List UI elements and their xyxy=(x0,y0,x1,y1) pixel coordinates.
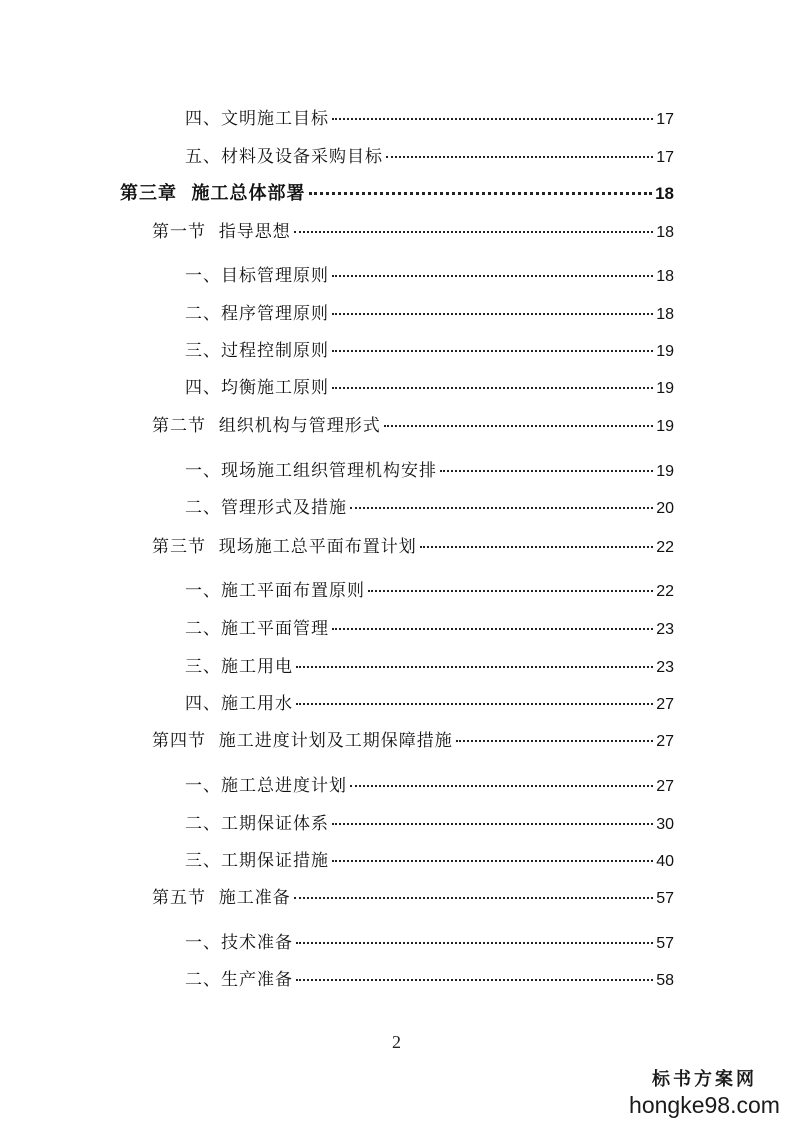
toc-dot-leader xyxy=(420,546,653,548)
toc-entry-page-number: 20 xyxy=(656,500,674,517)
toc-entry-page-number: 19 xyxy=(656,463,674,480)
toc-entry-page-number: 57 xyxy=(656,890,674,907)
toc-entry-page-number: 30 xyxy=(656,816,674,833)
toc-entry-title: 二、生产准备 xyxy=(185,970,293,990)
toc-entry-page-number: 18 xyxy=(656,224,674,241)
toc-entry-page-number: 22 xyxy=(656,583,674,600)
toc-dot-leader xyxy=(296,703,653,705)
toc-entry-item xyxy=(185,375,674,401)
toc-entry-section xyxy=(152,219,674,245)
toc-entry-title: 二、工期保证体系 xyxy=(185,814,329,834)
toc-entry-page-number: 19 xyxy=(656,418,674,435)
toc-entry-title: 一、施工总进度计划 xyxy=(185,776,347,796)
toc-dot-leader xyxy=(350,785,653,787)
toc-dot-leader xyxy=(440,470,653,472)
toc-entry-title: 第三节 现场施工总平面布置计划 xyxy=(152,537,417,557)
toc-entry-title: 第一节 指导思想 xyxy=(152,222,291,242)
toc-entry-item xyxy=(185,691,674,717)
toc-entry-page-number: 18 xyxy=(656,306,674,323)
toc-dot-leader xyxy=(332,860,653,862)
toc-entry-title: 二、施工平面管理 xyxy=(185,619,329,639)
toc-entry-item xyxy=(185,811,674,837)
toc-entry-page-number: 58 xyxy=(656,972,674,989)
toc-entry-title: 四、施工用水 xyxy=(185,694,293,714)
toc-entry-item xyxy=(185,967,674,993)
toc-dot-leader xyxy=(294,231,653,233)
toc-entry-page-number: 19 xyxy=(656,343,674,360)
toc-entry-item xyxy=(185,930,674,956)
toc-dot-leader xyxy=(309,192,653,195)
toc-entry-title: 三、过程控制原则 xyxy=(185,341,329,361)
toc-entry-title: 五、材料及设备采购目标 xyxy=(185,147,383,167)
toc-entry-title: 二、管理形式及措施 xyxy=(185,498,347,518)
toc-entry-title: 四、均衡施工原则 xyxy=(185,378,329,398)
toc-entry-item xyxy=(185,495,674,521)
toc-entry-page-number: 27 xyxy=(656,696,674,713)
toc-dot-leader xyxy=(332,387,653,389)
toc-entry-section xyxy=(152,413,674,439)
toc-entry-page-number: 22 xyxy=(656,539,674,556)
toc-dot-leader xyxy=(386,156,653,158)
toc-entry-item xyxy=(185,263,674,289)
toc-entry-title: 三、工期保证措施 xyxy=(185,851,329,871)
toc-dot-leader xyxy=(456,740,653,742)
toc-entry-section xyxy=(152,885,674,911)
toc-entry-item xyxy=(185,106,674,132)
toc-entry-item xyxy=(185,458,674,484)
toc-entry-page-number: 18 xyxy=(655,184,674,203)
toc-entry-page-number: 40 xyxy=(656,853,674,870)
toc-entry-title: 第四节 施工进度计划及工期保障措施 xyxy=(152,731,453,751)
toc-entry-page-number: 23 xyxy=(656,659,674,676)
toc-entry-page-number: 23 xyxy=(656,621,674,638)
toc-entry-title: 三、施工用电 xyxy=(185,657,293,677)
page-number: 2 xyxy=(392,1032,401,1052)
toc-entry-section xyxy=(152,728,674,754)
toc-dot-leader xyxy=(332,313,653,315)
toc-dot-leader xyxy=(296,942,653,944)
toc-dot-leader xyxy=(294,897,653,899)
toc-entry-title: 一、技术准备 xyxy=(185,933,293,953)
toc-dot-leader xyxy=(296,979,653,981)
toc-dot-leader xyxy=(296,666,653,668)
toc-dot-leader xyxy=(384,425,653,427)
toc-entry-item xyxy=(185,578,674,604)
toc-dot-leader xyxy=(350,507,653,509)
toc-entry-page-number: 57 xyxy=(656,935,674,952)
toc-dot-leader xyxy=(332,628,653,630)
toc-entry-page-number: 19 xyxy=(656,380,674,397)
toc-entry-page-number: 17 xyxy=(656,111,674,128)
toc-entry-section xyxy=(152,534,674,560)
toc-entry-title: 二、程序管理原则 xyxy=(185,304,329,324)
toc-entry-title: 第五节 施工准备 xyxy=(152,888,291,908)
toc-entry-page-number: 17 xyxy=(656,149,674,166)
toc-entry-item xyxy=(185,301,674,327)
toc-dot-leader xyxy=(332,823,653,825)
toc-entry-chapter xyxy=(120,181,674,207)
toc-entry-page-number: 18 xyxy=(656,268,674,285)
toc-entry-item xyxy=(185,616,674,642)
watermark-site-name: 标书方案网 xyxy=(652,1069,757,1090)
toc-entry-title: 一、现场施工组织管理机构安排 xyxy=(185,461,437,481)
toc-entry-item xyxy=(185,773,674,799)
toc-dot-leader xyxy=(368,590,653,592)
toc-entry-item xyxy=(185,654,674,680)
toc-entry-title: 第三章 施工总体部署 xyxy=(120,183,306,204)
site-watermark xyxy=(622,1068,787,1118)
toc-entry-item xyxy=(185,848,674,874)
toc-entry-title: 一、施工平面布置原则 xyxy=(185,581,365,601)
toc-entry-title: 四、文明施工目标 xyxy=(185,109,329,129)
toc-entry-item xyxy=(185,338,674,364)
toc-dot-leader xyxy=(332,275,653,277)
watermark-site-url: hongke98.com xyxy=(629,1092,780,1118)
toc-entry-title: 一、目标管理原则 xyxy=(185,266,329,286)
toc-entry-title: 第二节 组织机构与管理形式 xyxy=(152,416,381,436)
toc-dot-leader xyxy=(332,118,653,120)
toc-dot-leader xyxy=(332,350,653,352)
toc-entry-page-number: 27 xyxy=(656,778,674,795)
toc-entry-item xyxy=(185,144,674,170)
toc-entry-page-number: 27 xyxy=(656,733,674,750)
